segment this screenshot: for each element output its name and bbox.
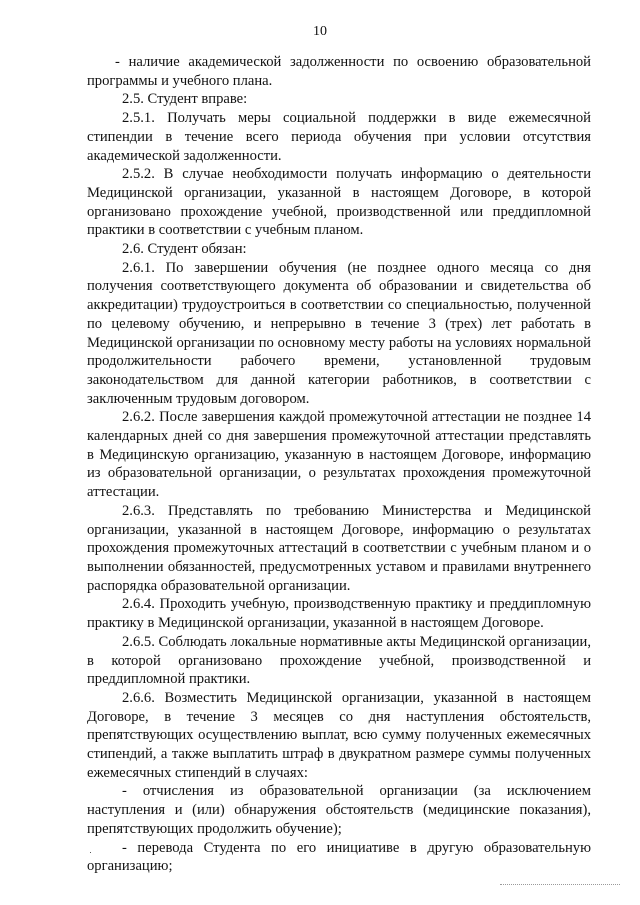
paragraph-2-6-6: 2.6.6. Возместить Медицинской организации, указанной в настоящем Договоре, в течение 3 месяцев со дня наступления обстоятельств, препятствующих осуществлению выплат, всю сумму полученных ежемесячных стипендий, а также выплатить штраф в двукратном размере суммы полученных ежемесячных стипендий в случаях: <box>87 689 591 781</box>
list-item-expulsion: - отчисления из образовательной организации (за исключением наступления и (или) обнаружения обстоятельств (медицинские показания), препятствующих продолжить обучение); <box>87 783 591 837</box>
section-heading-2-6: 2.6. Студент обязан: <box>122 241 247 258</box>
document-body <box>87 53 591 876</box>
paragraph-2-5-1: 2.5.1. Получать меры социальной поддержки в виде ежемесячной стипендии в течение всего периода обучения при условии отсутствия академической задолженности. <box>87 110 591 164</box>
page-number: 10 <box>313 24 327 39</box>
paragraph-2-6-3: 2.6.3. Представлять по требованию Министерства и Медицинской организации, указанной в настоящем Договоре, информацию о результатах прохождения промежуточных аттестаций в соответствии с учебным планом и о выполнении обязанностей, предусмотренных уставом и правилами внутреннего распорядка образовательной организации. <box>87 502 591 594</box>
paragraph-2-5-2: 2.5.2. В случае необходимости получать информацию о деятельности Медицинской организации, указанной в настоящем Договоре, в которой организовано прохождение учебной, производственной или преддипломной практики в соответствии с учебным планом. <box>87 166 591 239</box>
paragraph-academic-debt: - наличие академической задолженности по освоению образовательной программы и учебного плана. <box>87 54 591 89</box>
paragraph-2-6-2: 2.6.2. После завершения каждой промежуточной аттестации не позднее 14 календарных дней со дня завершения промежуточной аттестации представлять в Медицинскую организацию, указанную в настоящем Договоре, информацию из образовательной организации, о результатах прохождения промежуточной аттестации. <box>87 409 591 501</box>
list-item-transfer: - перевода Студента по его инициативе в другую образовательную организацию; <box>87 839 591 875</box>
paragraph-2-6-4: 2.6.4. Проходить учебную, производственную практику и преддипломную практику в Медицинской организации, указанной в настоящем Договоре. <box>87 596 591 632</box>
paragraph-2-6-1: 2.6.1. По завершении обучения (не позднее одного месяца со дня получения соответствующего документа об образовании и свидетельства об аккредитации) трудоустроиться в соответствии со специальностью, полученной по целевому обучению, и непрерывно в течение 3 (трех) лет работать в Медицинской организации по основному месту работы на условиях нормальной продолжительности рабочего времени, установленной трудовым законодательством для данной категории работников, в соответствии с заключенным трудовым договором. <box>87 259 591 407</box>
scan-dotted-line <box>500 884 620 885</box>
scan-speck <box>90 852 91 853</box>
section-heading-2-5: 2.5. Студент вправе: <box>122 91 248 108</box>
paragraph-2-6-5: 2.6.5. Соблюдать локальные нормативные акты Медицинской организации, в которой организовано прохождение учебной, производственной и преддипломной практики. <box>87 633 591 688</box>
